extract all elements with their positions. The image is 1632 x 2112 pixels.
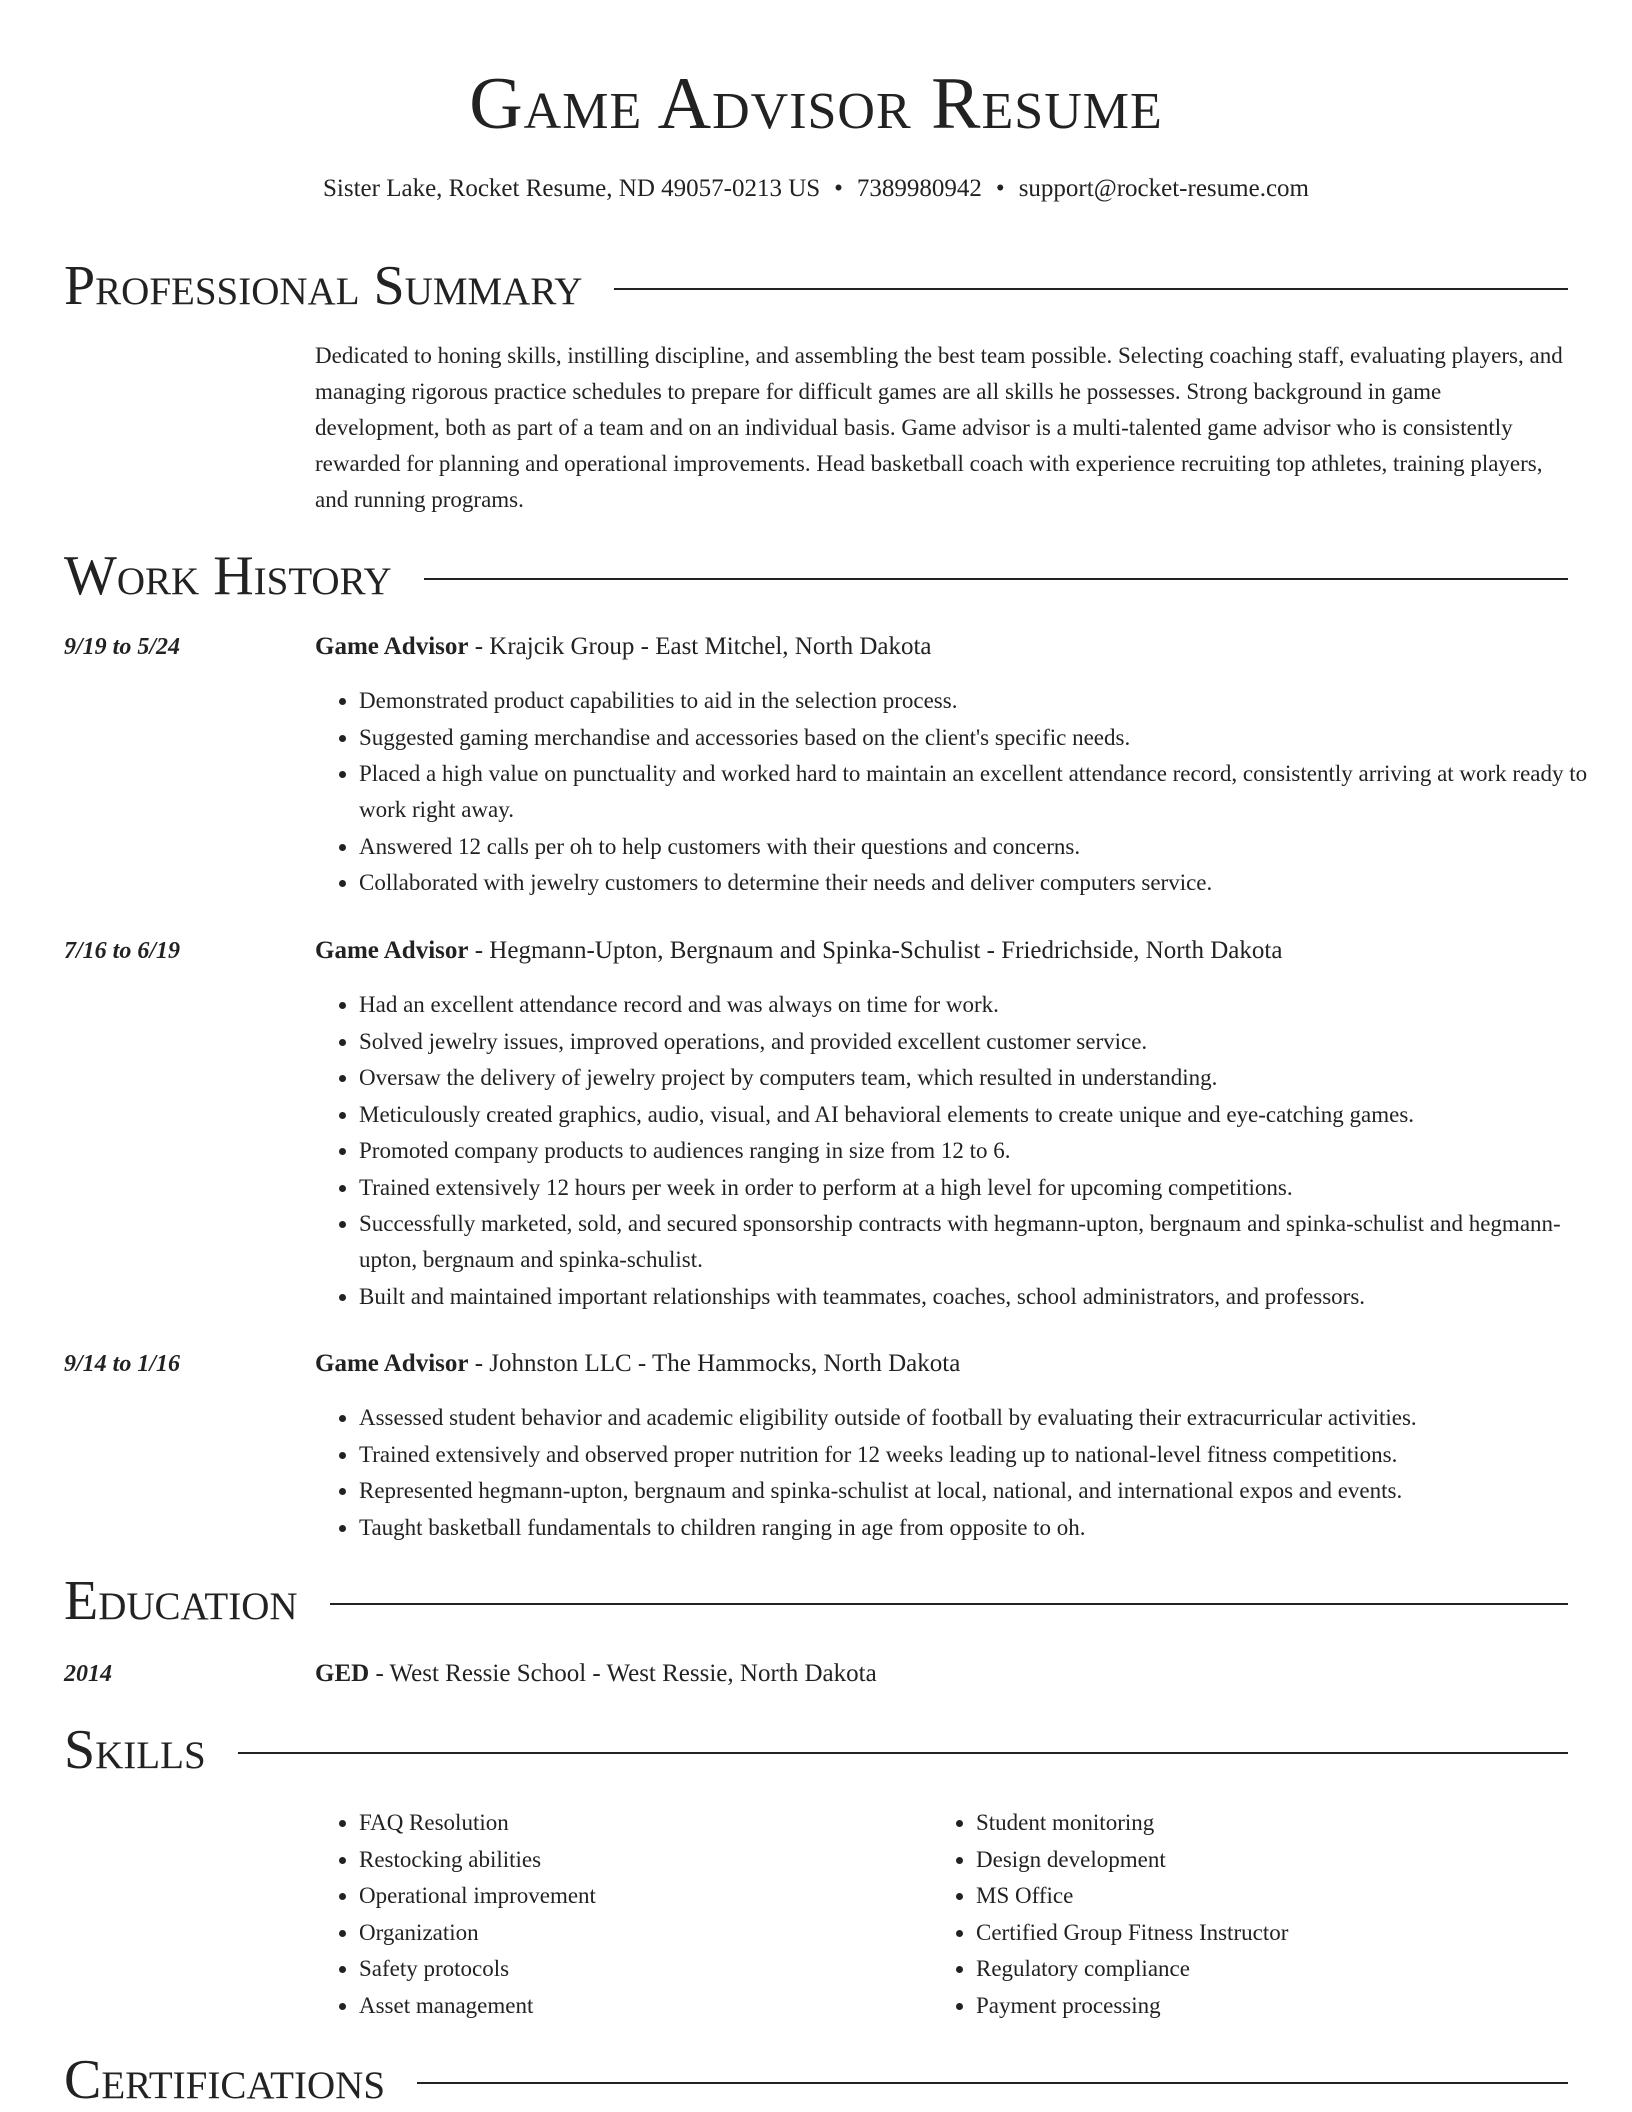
list-item: • Promoted company products to audiences ranging in size from 12 to 6. (359, 1133, 1609, 1169)
list-item: • Represented hegmann-upton, bergnaum and spinka-schulist at local, national, and international expos and events. (359, 1473, 1609, 1509)
job-dates: 9/14 to 1/16 (64, 1351, 181, 1377)
list-item: • Collaborated with jewelry customers to determine their needs and deliver computers service. (359, 865, 1609, 901)
job-details: - Johnston LLC - The Hammocks, North Dakota (468, 1350, 961, 1377)
section-divider (424, 578, 1568, 580)
list-item: • Built and maintained important relationships with teammates, coaches, school administrators, and professors. (359, 1279, 1609, 1315)
section-title: Professional Summary (64, 255, 583, 317)
skills-list-left (315, 1805, 919, 2024)
job-bullets (315, 987, 1609, 1315)
section-title: Certifications (64, 2049, 386, 2111)
section-heading-education (64, 1569, 1568, 1633)
contact-address: Sister Lake, Rocket Resume, ND 49057-0213 US (323, 175, 821, 202)
job-dates: 7/16 to 6/19 (64, 938, 181, 964)
section-divider (417, 2082, 1568, 2084)
list-item: • Assessed student behavior and academic eligibility outside of football by evaluating their extracurricular activities. (359, 1400, 1609, 1436)
skill-item: • Asset management (359, 1988, 919, 2025)
contact-separator: • (834, 175, 843, 202)
list-item: • Taught basketball fundamentals to children ranging in age from opposite to oh. (359, 1510, 1609, 1546)
skill-item: • Certified Group Fitness Instructor (976, 1915, 1536, 1952)
job-title: Game Advisor (315, 1350, 469, 1377)
skill-item: • Design development (976, 1842, 1536, 1879)
job-dates: 9/19 to 5/24 (64, 634, 181, 660)
job-bullets (315, 1400, 1609, 1546)
job-heading (315, 629, 932, 665)
contact-line (0, 172, 1632, 206)
job-bullets (315, 683, 1609, 902)
section-heading-work-history (64, 544, 1568, 608)
section-heading-skills (64, 1718, 1568, 1782)
section-heading-certifications (64, 2048, 1568, 2112)
job-heading (315, 933, 1282, 969)
list-item: • Trained extensively 12 hours per week in order to perform at a high level for upcoming competitions. (359, 1170, 1609, 1206)
resume-title: Game Advisor Resume (469, 63, 1163, 145)
skill-item: • Regulatory compliance (976, 1951, 1536, 1988)
skill-item: • MS Office (976, 1878, 1536, 1915)
skill-item: • Safety protocols (359, 1951, 919, 1988)
job-title: Game Advisor (315, 633, 469, 660)
section-title: Work History (64, 545, 392, 607)
education-heading (315, 1656, 877, 1692)
list-item: • Successfully marketed, sold, and secured sponsorship contracts with hegmann-upton, bergnaum and spinka-schulist and hegmann-upton, bergnaum and spinka-schulist. (359, 1206, 1609, 1278)
skill-item: • FAQ Resolution (359, 1805, 919, 1842)
section-title: Skills (64, 1719, 206, 1781)
job-heading (315, 1346, 960, 1382)
section-title: Education (64, 1570, 298, 1632)
skill-item: • Restocking abilities (359, 1842, 919, 1879)
list-item: • Oversaw the delivery of jewelry project by computers team, which resulted in understanding. (359, 1060, 1609, 1096)
skill-item: • Student monitoring (976, 1805, 1536, 1842)
skill-item: • Organization (359, 1915, 919, 1952)
list-item: • Had an excellent attendance record and was always on time for work. (359, 987, 1609, 1023)
education-details: - West Ressie School - West Ressie, North Dakota (369, 1660, 877, 1687)
job-details: - Hegmann-Upton, Bergnaum and Spinka-Schulist - Friedrichside, North Dakota (468, 937, 1283, 964)
contact-phone: 7389980942 (856, 175, 982, 202)
list-item: • Suggested gaming merchandise and accessories based on the client's specific needs. (359, 720, 1609, 756)
list-item: • Trained extensively and observed proper nutrition for 12 weeks leading up to national-level fitness competitions. (359, 1437, 1609, 1473)
list-item: • Solved jewelry issues, improved operations, and provided excellent customer service. (359, 1024, 1609, 1060)
list-item: • Demonstrated product capabilities to aid in the selection process. (359, 683, 1609, 719)
education-year: 2014 (64, 1661, 112, 1687)
skill-item: • Operational improvement (359, 1878, 919, 1915)
section-divider (238, 1752, 1568, 1754)
job-details: - Krajcik Group - East Mitchel, North Dakota (468, 633, 932, 660)
section-divider (614, 288, 1568, 290)
skills-list-right (932, 1805, 1536, 2024)
section-divider (330, 1603, 1568, 1605)
contact-separator: • (995, 175, 1005, 202)
summary-text: Dedicated to honing skills, instilling discipline, and assembling the best team possible. Selecting coaching staff, evaluating players, and managing rigorous practice schedules to prepare for difficult games are all skills he possesses. Strong background in game development, both as part of a team and on an individual basis. Game advisor is a multi-talented game advisor who is consistently rewarded for planning and operational improvements. Head basketball coach with experience recruiting top athletes, training players, and running programs. (315, 343, 1563, 512)
section-heading-summary (64, 254, 1568, 318)
job-title: Game Advisor (315, 937, 469, 964)
skill-item: • Payment processing (976, 1988, 1536, 2025)
list-item: • Meticulously created graphics, audio, visual, and AI behavioral elements to create unique and eye-catching games. (359, 1097, 1609, 1133)
list-item: • Answered 12 calls per oh to help customers with their questions and concerns. (359, 829, 1609, 865)
education-degree: GED (315, 1660, 370, 1687)
list-item: • Placed a high value on punctuality and worked hard to maintain an excellent attendance record, consistently arriving at work ready to work right away. (359, 756, 1609, 828)
contact-email: support@rocket-resume.com (1018, 175, 1309, 202)
